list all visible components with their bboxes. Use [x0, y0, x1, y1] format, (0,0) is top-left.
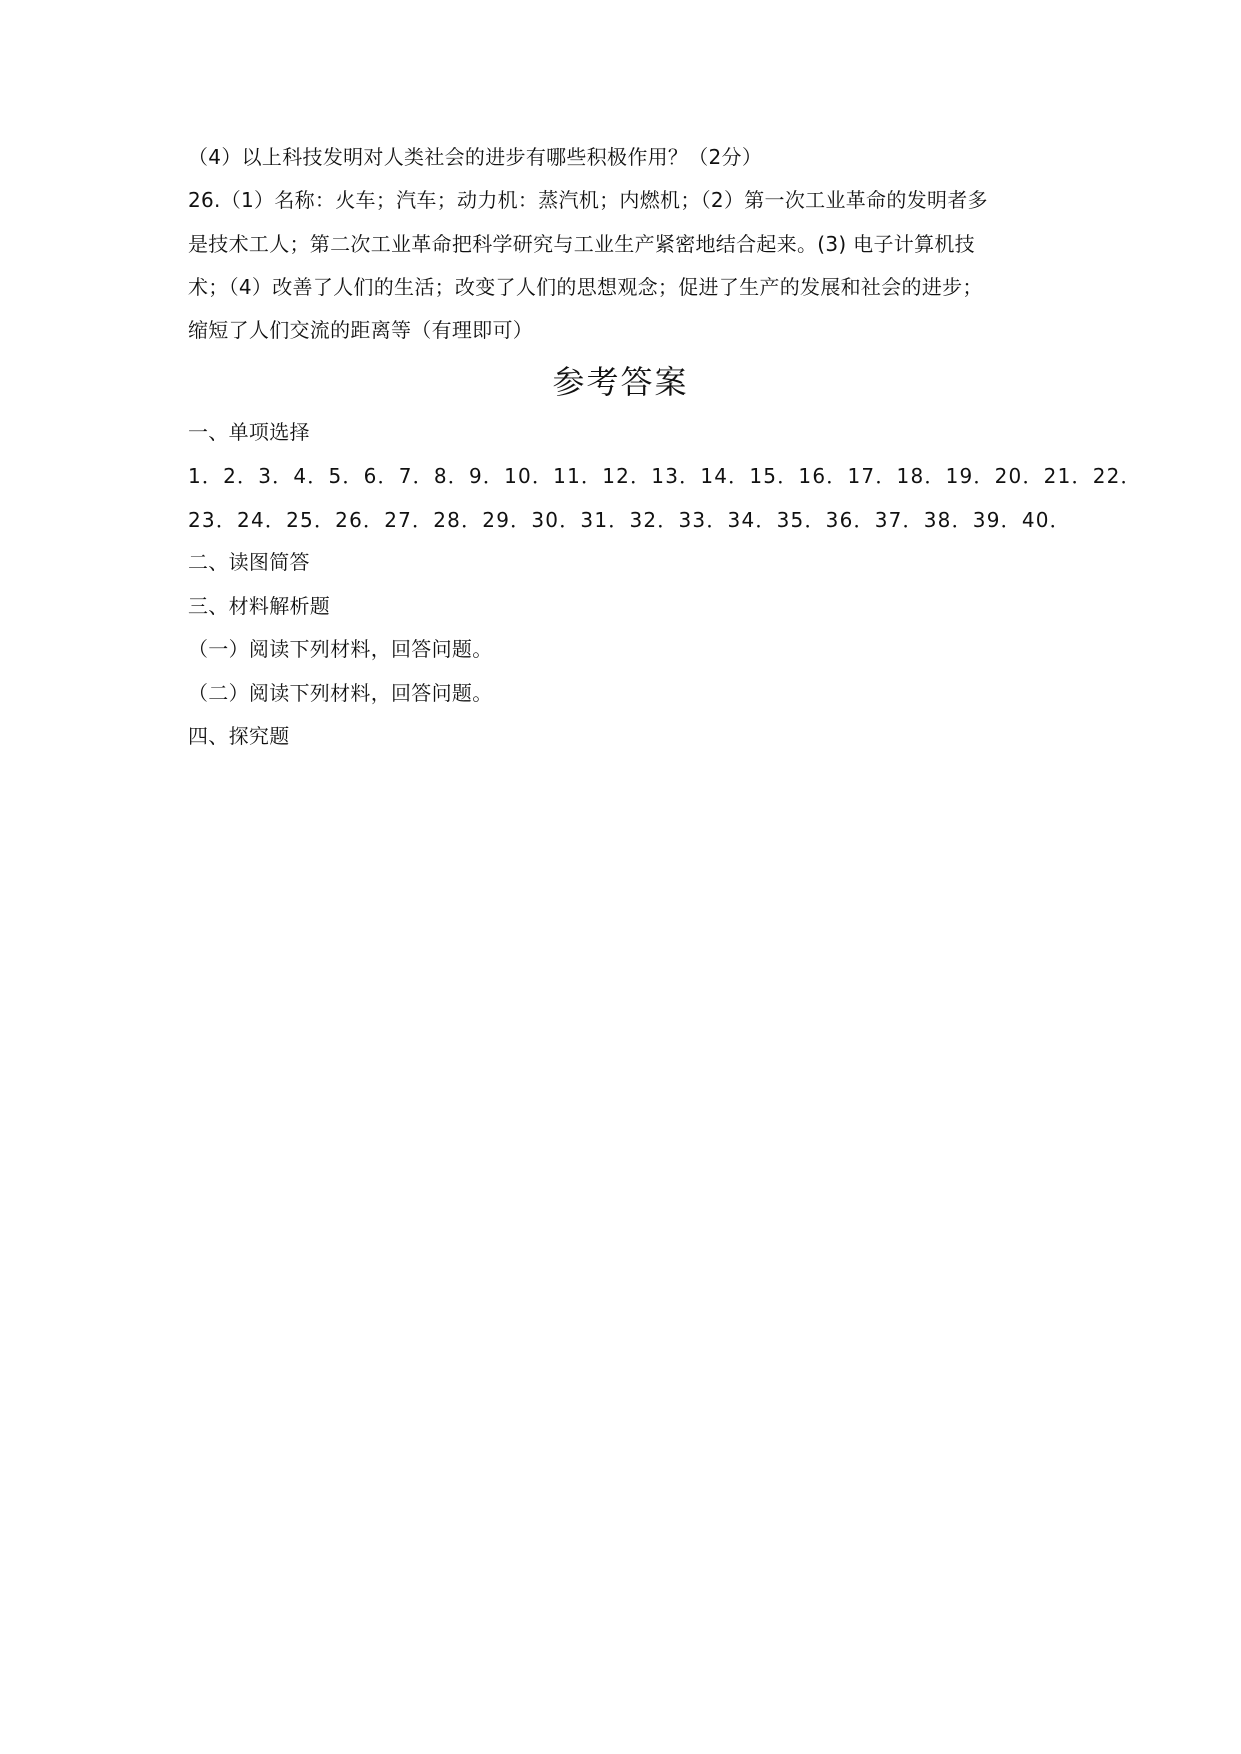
- answer-numbers-row1: 1．2．3．4．5．6．7．8．9．10．11．12．13．14．15．16．17．18．19．20．21．22．: [188, 464, 1142, 488]
- answer-26-line2: 是技术工人；第二次工业革命把科学研究与工业生产紧密地结合起来。(3) 电子计算机技: [188, 232, 975, 256]
- answer-numbers-row2: 23．24．25．26．27．28．29．30．31．32．33．34．35．36．37．38．39．40．: [188, 508, 1071, 532]
- answer-26-line3: 术；（4）改善了人们的生活；改变了人们的思想观念；促进了生产的发展和社会的进步；: [188, 275, 983, 299]
- answer-26-line1: 26.（1）名称：火车；汽车；动力机：蒸汽机；内燃机；（2）第一次工业革命的发明者多: [188, 188, 988, 212]
- question-part4: （4）以上科技发明对人类社会的进步有哪些积极作用？（2分）: [188, 145, 763, 169]
- section-inquiry: 四、探究题: [188, 724, 290, 748]
- material-sub-1: （一）阅读下列材料，回答问题。: [188, 637, 493, 661]
- section-single-choice: 一、单项选择: [188, 420, 310, 444]
- section-material-analysis: 三、材料解析题: [188, 594, 331, 618]
- page-title: 参考答案: [552, 363, 689, 401]
- section-read-map: 二、读图简答: [188, 550, 310, 574]
- answer-26-line4: 缩短了人们交流的距离等（有理即可）: [188, 318, 534, 342]
- material-sub-2: （二）阅读下列材料，回答问题。: [188, 681, 493, 705]
